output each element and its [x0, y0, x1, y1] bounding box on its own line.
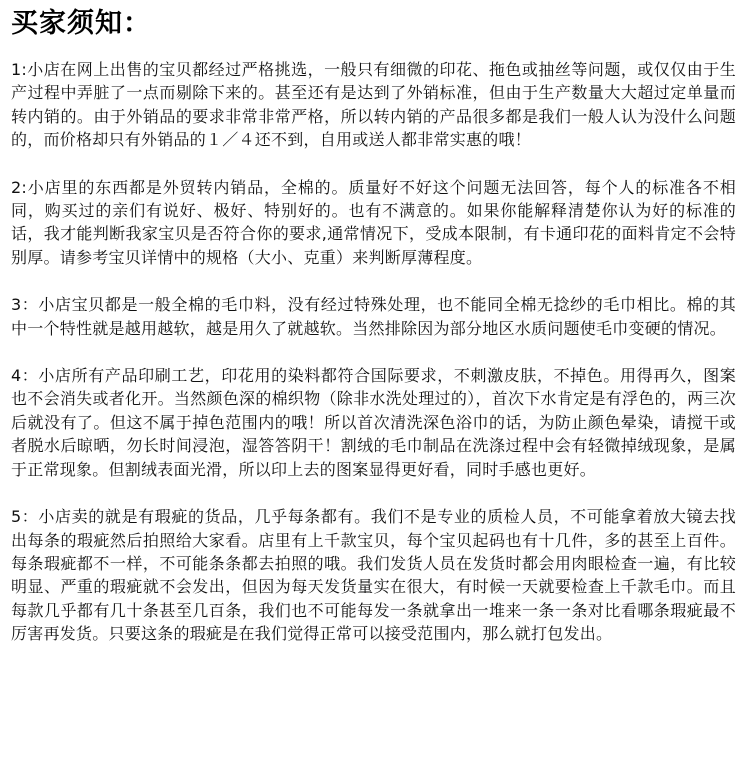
notice-item-4: 4：小店所有产品印刷工艺，印花用的染料都符合国际要求，不刺激皮肤，不掉色。用得再久，图案也不会消失或者化开。当然颜色深的棉织物（除非水洗处理过的），首次下水肯定是有浮色的，两三次后就没有了。但这不属于掉色范围内的哦！所以首次清洗深色浴巾的话，为防止颜色晕染，请搅干或者脱水后晾晒，勿长时间浸泡，湿答答阴干！割绒的毛巾制品在洗涤过程中会有轻微掉绒现象，是属于正常现象。但割绒表面光滑，所以印上去的图案显得更好看，同时手感也更好。 — [11, 366, 736, 479]
notice-item-2: 2:小店里的东西都是外贸转内销品，全棉的。质量好不好这个问题无法回答，每个人的标准各不相同，购买过的亲们有说好、极好、特别好的。也有不满意的。如果你能解释清楚你认为好的标准的话，我才能判断我家宝贝是否符合你的要求,通常情况下，受成本限制，有卡通印花的面料肯定不会特别厚。请参考宝贝详情中的规格（大小、克重）来判断厚薄程度。 — [11, 177, 736, 267]
notice-item-1: 1:小店在网上出售的宝贝都经过严格挑选，一般只有细微的印花、拖色或抽丝等问题，或仅仅由于生产过程中弄脏了一点而剔除下来的。甚至还有是达到了外销标准，但由于生产数量大大超过定单量而转内销的。由于外销品的要求非常非常严格，所以转内销的产品很多都是我们一般人认为没什么问题的，而价格却只有外销品的１／４还不到，自用或送人都非常实惠的哦！ — [11, 60, 736, 150]
notice-item-3: 3：小店宝贝都是一般全棉的毛巾料，没有经过特殊处理，也不能同全棉无捻纱的毛巾相比。棉的其中一个特性就是越用越软，越是用久了就越软。当然排除因为部分地区水质问题使毛巾变硬的情况。 — [11, 295, 736, 338]
page-title: 买家须知： — [11, 8, 151, 39]
notice-item-5: 5：小店卖的就是有瑕疵的货品，几乎每条都有。我们不是专业的质检人员，不可能拿着放大镜去找出每条的瑕疵然后拍照给大家看。店里有上千款宝贝，每个宝贝起码也有十几件，多的甚至上百件。每条瑕疵都不一样，不可能条条都去拍照的哦。我们发货人员在发货时都会用肉眼检查一遍，有比较明显、严重的瑕疵就不会发出，但因为每天发货量实在很大，有时候一天就要检查上千款毛巾。而且每款几乎都有几十条甚至几百条，我们也不可能每发一条就拿出一堆来一条一条对比看哪条瑕疵最不厉害再发货。只要这条的瑕疵是在我们觉得正常可以接受范围内，那么就打包发出。 — [11, 507, 736, 644]
